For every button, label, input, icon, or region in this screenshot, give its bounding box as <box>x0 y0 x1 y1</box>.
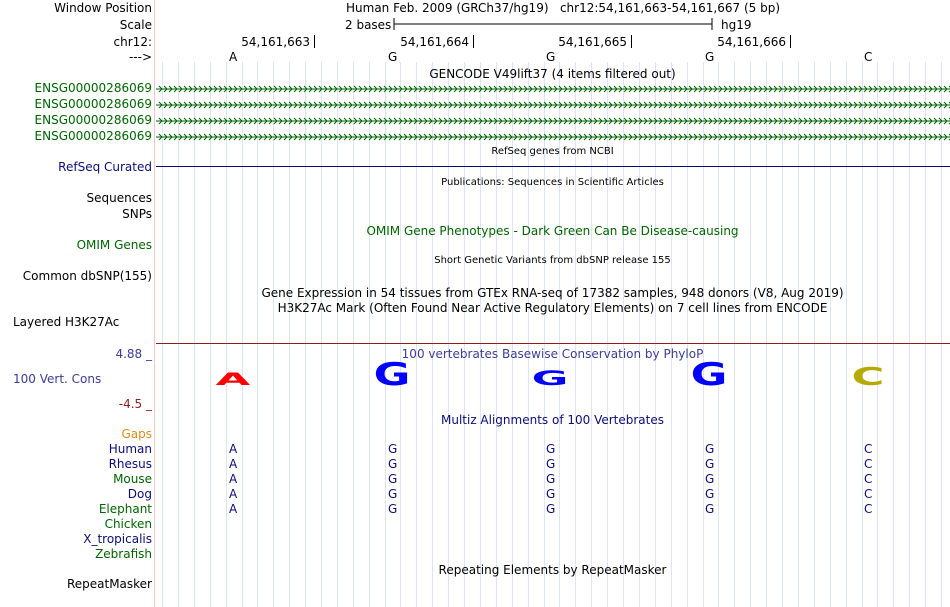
omim-title: OMIM Gene Phenotypes - Dark Green Can Be Disease-causing <box>366 224 739 238</box>
species-base: G <box>388 487 398 501</box>
conservation-label[interactable]: 100 Vert. Cons <box>13 372 102 386</box>
conservation-logo-letter: G <box>690 356 728 394</box>
gencode-item-label[interactable]: ENSG00000286069 <box>34 129 152 143</box>
species-label: Zebrafish <box>95 547 152 561</box>
conservation-logo-letter: G <box>373 356 411 394</box>
species-base: A <box>229 442 238 456</box>
position-tick <box>790 35 791 48</box>
dbsnp-label[interactable]: Common dbSNP(155) <box>22 269 152 283</box>
repeatmasker-label[interactable]: RepeatMasker <box>66 577 152 591</box>
species-base: C <box>864 457 873 471</box>
gtex-title: Gene Expression in 54 tissues from GTEx RNA-seq of 17382 samples, 948 donors (V8, Aug 2019) <box>261 286 844 300</box>
position-tick <box>473 35 474 48</box>
base-letter: C <box>864 50 873 64</box>
repeatmasker-title: Repeating Elements by RepeatMasker <box>438 563 667 577</box>
species-base: G <box>546 457 556 471</box>
species-base: A <box>229 472 238 486</box>
gencode-item-feature[interactable] <box>156 131 950 143</box>
conservation-logo-letter: G <box>531 367 569 391</box>
chrom-label: chr12: <box>113 35 152 49</box>
refseq-line[interactable] <box>156 166 950 167</box>
gencode-title: GENCODE V49lift37 (4 items filtered out) <box>429 67 676 81</box>
gencode-item-feature[interactable] <box>156 115 950 127</box>
position-tick <box>314 35 315 48</box>
species-base: G <box>546 472 556 486</box>
species-label: Human <box>108 442 152 456</box>
species-base: A <box>229 457 238 471</box>
base-letter: G <box>388 50 398 64</box>
window-title: Human Feb. 2009 (GRCh37/hg19) chr12:54,161,663-54,161,667 (5 bp) <box>346 1 781 15</box>
refseq-title: RefSeq genes from NCBI <box>491 146 614 157</box>
species-base: C <box>864 472 873 486</box>
base-letter: G <box>705 50 715 64</box>
base-position-label: 54,161,663 <box>241 35 310 49</box>
base-letter: G <box>546 50 556 64</box>
omim-label[interactable]: OMIM Genes <box>76 238 152 252</box>
species-base: G <box>388 442 398 456</box>
species-label: Elephant <box>98 502 152 516</box>
gaps-label: Gaps <box>121 427 152 441</box>
species-base: G <box>546 442 556 456</box>
species-base: G <box>388 472 398 486</box>
species-base: G <box>388 502 398 516</box>
dbsnp-title: Short Genetic Variants from dbSNP release 155 <box>434 255 671 266</box>
assembly-label: hg19 <box>721 18 752 32</box>
species-base: A <box>229 487 238 501</box>
gencode-item-label[interactable]: ENSG00000286069 <box>34 97 152 111</box>
species-base: C <box>864 487 873 501</box>
base-position-label: 54,161,665 <box>558 35 627 49</box>
species-base: G <box>705 487 715 501</box>
gencode-item-label[interactable]: ENSG00000286069 <box>34 81 152 95</box>
gencode-item-label[interactable]: ENSG00000286069 <box>34 113 152 127</box>
h3k27ac-label[interactable]: Layered H3K27Ac <box>13 315 120 329</box>
species-base: G <box>546 487 556 501</box>
gencode-item-feature[interactable] <box>156 83 950 95</box>
species-label: Mouse <box>113 472 152 486</box>
conservation-logo[interactable] <box>0 355 950 400</box>
base-position-label: 54,161,666 <box>717 35 786 49</box>
refseq-label[interactable]: RefSeq Curated <box>58 160 152 174</box>
species-base: A <box>229 502 238 516</box>
conservation-logo-letter: A <box>215 369 251 389</box>
conservation-title: 100 vertebrates Basewise Conservation by PhyloP <box>401 347 704 361</box>
base-position-label: 54,161,664 <box>400 35 469 49</box>
species-base: G <box>705 457 715 471</box>
strand-label: ---> <box>128 50 152 64</box>
pubs-title: Publications: Sequences in Scientific Articles <box>441 177 664 188</box>
species-label: Chicken <box>104 517 152 531</box>
conservation-top-line <box>156 343 950 344</box>
species-base: C <box>864 502 873 516</box>
species-base: G <box>388 457 398 471</box>
conservation-max: 4.88 _ <box>115 347 152 361</box>
species-label: Rhesus <box>108 457 152 471</box>
gencode-item-feature[interactable] <box>156 99 950 111</box>
species-label: X_tropicalis <box>83 532 152 546</box>
scale-bar <box>392 17 717 31</box>
base-letter: A <box>229 50 238 64</box>
pubs-sequences-label[interactable]: Sequences <box>86 191 152 205</box>
species-label: Dog <box>127 487 152 501</box>
conservation-logo-letter: C <box>851 361 885 392</box>
pubs-snps-label[interactable]: SNPs <box>122 207 152 221</box>
conservation-min: -4.5 _ <box>118 397 152 411</box>
h3k27ac-title: H3K27Ac Mark (Often Found Near Active Regulatory Elements) on 7 cell lines from ENCODE <box>277 301 828 315</box>
multiz-title: Multiz Alignments of 100 Vertebrates <box>440 413 665 427</box>
species-base: G <box>705 442 715 456</box>
species-base: G <box>546 502 556 516</box>
species-base: G <box>705 502 715 516</box>
species-base: G <box>705 472 715 486</box>
species-base: C <box>864 442 873 456</box>
scale-label: Scale <box>119 18 152 32</box>
scale-text: 2 bases <box>345 18 392 32</box>
position-tick <box>631 35 632 48</box>
window-position-label: Window Position <box>54 1 152 15</box>
